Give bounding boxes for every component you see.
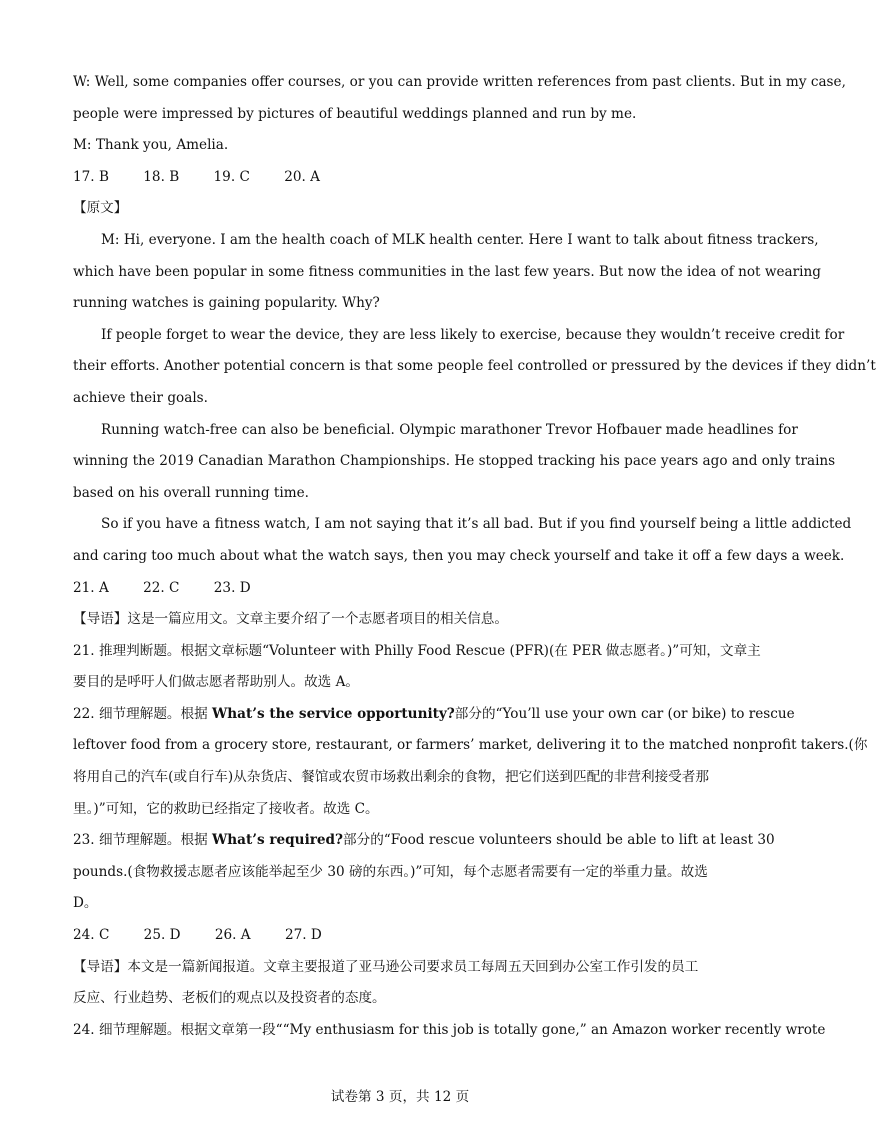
original-text-label: 【原文】	[73, 200, 128, 217]
explanation-23: D。	[73, 895, 98, 912]
passage-line: based on his overall running time.	[73, 484, 309, 501]
explanation-23	[73, 825, 775, 857]
answer-18: 18. B	[143, 168, 180, 185]
passage-line: Running watch-free can also be beneficial. Olympic marathoner Trevor Hofbauer made headlines for	[101, 421, 798, 438]
explanation-23-prefix: 23. 细节理解题。根据	[73, 832, 213, 849]
answer-17: 17. B	[73, 168, 109, 185]
explanation-24: 24. 细节理解题。根据文章第一段““My enthusiasm for this job is totally gone,” an Amazon worker recently wrote	[73, 1021, 826, 1038]
page-content	[73, 67, 876, 1046]
answers-21-23	[73, 573, 733, 605]
answers-17-20	[73, 162, 733, 194]
answer-22: 22. C	[143, 579, 180, 596]
passage-line: which have been popular in some fitness communities in the last few years. But now the idea of not wearing	[73, 263, 821, 280]
answer-20: 20. A	[284, 168, 320, 185]
explanation-22	[73, 699, 795, 731]
explanation-23: pounds.(食物救援志愿者应该能举起至少 30 磅的东西。)”可知，每个志愿者需要有一定的举重力量。故选	[73, 863, 708, 880]
answer-27: 27. D	[284, 927, 322, 944]
answer-21: 21. A	[73, 579, 109, 596]
explanation-22-suffix: 部分的“You’ll use your own car (or bike) to rescue	[454, 705, 795, 722]
explanation-21: 21. 推理判断题。根据文章标题“Volunteer with Philly Food Rescue (PFR)(在 PER 做志愿者。)”可知，文章主	[73, 642, 761, 659]
passage-line: achieve their goals.	[73, 389, 208, 406]
explanation-22-prefix: 22. 细节理解题。根据	[73, 705, 213, 722]
passage-line: running watches is gaining popularity. Why?	[73, 295, 380, 312]
answer-23: 23. D	[213, 579, 251, 596]
answer-24: 24. C	[73, 927, 110, 944]
answer-25: 25. D	[143, 927, 181, 944]
explanation-23-suffix: 部分的“Food rescue volunteers should be able to lift at least 30	[343, 832, 775, 849]
explanation-22-section-title: What’s the service opportunity?	[212, 705, 455, 722]
answer-26: 26. A	[214, 927, 251, 944]
guide-text: 反应、行业趋势、老板们的观点以及投资者的态度。	[73, 990, 386, 1007]
explanation-21: 要目的是呼吁人们做志愿者帮助别人。故选 A。	[73, 674, 360, 691]
passage-line: winning the 2019 Canadian Marathon Championships. He stopped tracking his pace years ago and only trains	[73, 453, 836, 470]
guide-text: 【导语】本文是一篇新闻报道。文章主要报道了亚马逊公司要求员工每周五天回到办公室工作引发的员工	[73, 958, 699, 975]
dialogue-line: W: Well, some companies offer courses, or you can provide written references from past clients. But in my case,	[73, 74, 846, 90]
explanation-22: 将用自己的汽车(或自行车)从杂货店、餐馆或农贸市场救出剩余的食物，把它们送到匹配的非营利接受者那	[73, 769, 709, 786]
dialogue-line: people were impressed by pictures of beautiful weddings planned and run by me.	[73, 105, 637, 122]
explanation-22: leftover food from a grocery store, restaurant, or farmers’ market, delivering it to the matched nonprofit takers.(你	[73, 737, 868, 754]
dialogue-line: M: Thank you, Amelia.	[73, 137, 229, 154]
guide-text: 【导语】这是一篇应用文。文章主要介绍了一个志愿者项目的相关信息。	[73, 611, 508, 628]
passage-line: and caring too much about what the watch says, then you may check yourself and take it off a few days a week.	[73, 547, 845, 564]
passage-line: So if you have a fitness watch, I am not saying that it’s all bad. But if you find yourself being a little addicted	[101, 516, 852, 533]
answers-24-27	[73, 920, 733, 952]
passage-line: If people forget to wear the device, they are less likely to exercise, because they wouldn’t receive credit for	[101, 326, 845, 343]
passage-line: M: Hi, everyone. I am the health coach of MLK health center. Here I want to talk about fitness trackers,	[101, 231, 819, 248]
answer-19: 19. C	[213, 168, 250, 185]
page-footer: 试卷第 3 页，共 12 页	[330, 1089, 470, 1105]
passage-line: their efforts. Another potential concern is that some people feel controlled or pressured by the devices if they didn’t	[73, 358, 876, 375]
explanation-22: 里。)”可知，它的救助已经指定了接收者。故选 C。	[73, 800, 379, 817]
explanation-23-section-title: What’s required?	[212, 832, 344, 849]
